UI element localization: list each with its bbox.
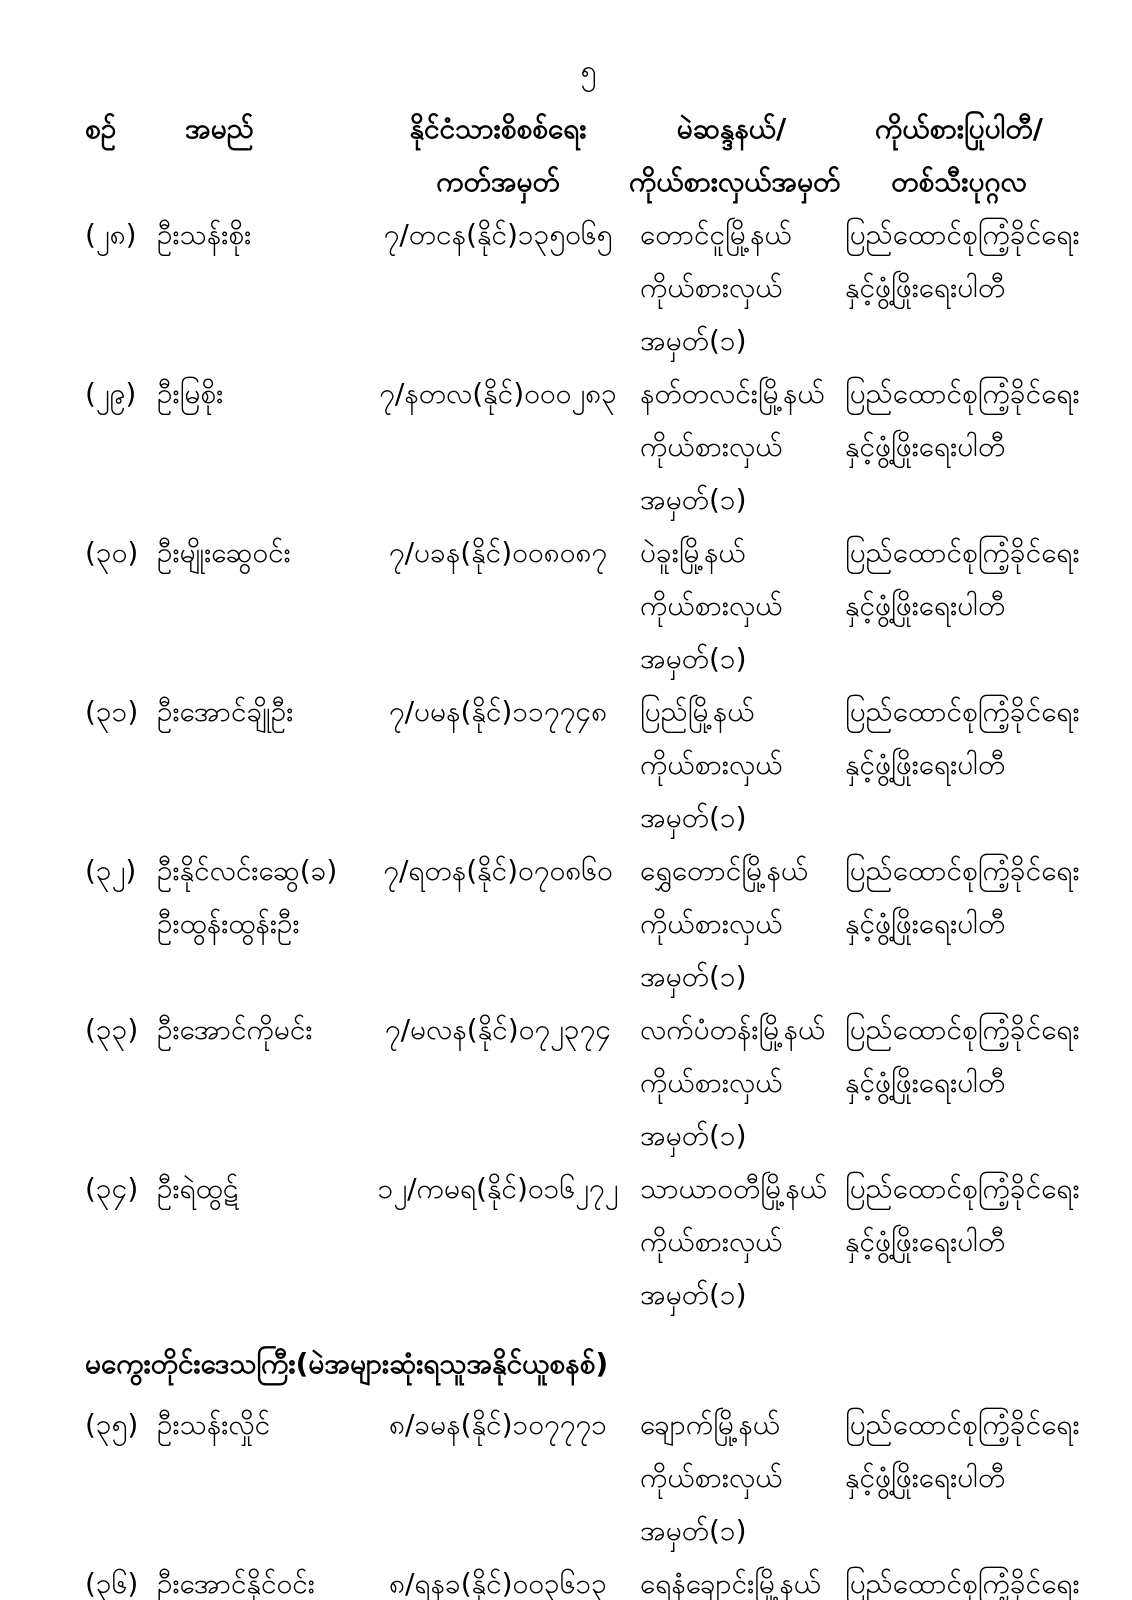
nrc-number-label: ၇/မလန(နိုင်)၀၇၂၃၇၄: [384, 1013, 612, 1046]
constituency-line: အမှတ်(၁): [640, 483, 747, 516]
row-serial: [85, 1162, 157, 1215]
row-serial: [85, 1003, 157, 1056]
party: [834, 526, 1084, 632]
candidate-name: [157, 1557, 367, 1600]
row-serial-label: (၃၀): [85, 536, 139, 569]
constituency-line: ရွှေတောင်မြို့နယ်: [640, 854, 809, 887]
constituency-line: အမှတ်(၁): [640, 1278, 747, 1311]
party: [834, 1557, 1084, 1600]
row-serial-label: (၃၅): [85, 1408, 139, 1441]
constituency: [629, 1003, 834, 1162]
candidate-name: [157, 1162, 367, 1215]
row-serial-label: (၃၁): [85, 695, 139, 728]
row-serial: [85, 685, 157, 738]
row-serial: [85, 1398, 157, 1451]
nrc-number-label: ၇/ပခန(နိုင်)၀၀၈၀၈၇: [388, 536, 608, 569]
page-number: ၅: [580, 54, 597, 87]
row-serial: [85, 526, 157, 579]
constituency-line: အမှတ်(၁): [640, 1119, 747, 1152]
column-header-party-line2: တစ်သီးပုဂ္ဂလ: [891, 165, 1027, 198]
party-line: နှင့်ဖွံ့ဖြိုးရေးပါတီ: [845, 1225, 1006, 1258]
nrc-number-label: ၁၂/ကမရ(နိုင်)၀၁၆၂၇၂: [377, 1172, 619, 1205]
table-row: [85, 844, 1092, 1003]
nrc-number: [367, 844, 629, 897]
constituency-line: ကိုယ်စားလှယ်: [640, 430, 783, 463]
candidate-name-line: ဦးအောင်ချိုဦး: [157, 695, 294, 728]
constituency-line: တောင်ငူမြို့နယ်: [640, 218, 792, 251]
constituency: [629, 844, 834, 1003]
column-header-party: [834, 102, 1084, 208]
party-line: ပြည်ထောင်စုကြံ့ခိုင်ရေး: [845, 218, 1080, 251]
constituency-line: ကိုယ်စားလှယ်: [640, 1461, 783, 1494]
section-header-magway-region: မကွေးတိုင်းဒေသကြီး(မဲအများဆုံးရသူအနိုင်ယူစနစ်): [85, 1347, 609, 1380]
party-line: နှင့်ဖွံ့ဖြိုးရေးပါတီ: [845, 430, 1006, 463]
constituency-line: လက်ပံတန်းမြို့နယ်: [640, 1013, 826, 1046]
nrc-number: [367, 526, 629, 579]
constituency-line: ကိုယ်စားလှယ်: [640, 1066, 783, 1099]
table-row: [85, 1003, 1092, 1162]
row-serial: [85, 844, 157, 897]
row-serial: [85, 208, 157, 261]
table-row: [85, 367, 1092, 526]
column-header-nrc-line2: ကတ်အမှတ်: [436, 165, 560, 198]
constituency-line: အမှတ်(၁): [640, 324, 747, 357]
constituency: [629, 1162, 834, 1321]
candidate-name: [157, 1003, 367, 1056]
constituency-line: ကိုယ်စားလှယ်: [640, 907, 783, 940]
table-row: [85, 1398, 1092, 1557]
nrc-number: [367, 367, 629, 420]
row-serial-label: (၂၈): [85, 218, 137, 251]
party-line: ပြည်ထောင်စုကြံ့ခိုင်ရေး: [845, 854, 1080, 887]
nrc-number-label: ၇/နတလ(နိုင်)၀၀၀၂၈၃: [379, 377, 617, 410]
column-header-party-line1: ကိုယ်စားပြုပါတီ/: [875, 112, 1043, 145]
column-header-serial-label: စဉ်: [85, 112, 117, 145]
candidate-name-line: ဦးအောင်နိုင်ဝင်း: [157, 1567, 315, 1600]
candidate-name: [157, 526, 367, 579]
nrc-number: [367, 1003, 629, 1056]
nrc-number-label: ၇/ရတန(နိုင်)၀၇၀၈၆၀: [383, 854, 613, 887]
party-line: ပြည်ထောင်စုကြံ့ခိုင်ရေး: [845, 377, 1080, 410]
constituency: [629, 1398, 834, 1557]
party-line: ပြည်ထောင်စုကြံ့ခိုင်ရေး: [845, 1172, 1080, 1205]
candidate-name-line: ဦးသန်းလှိုင်: [157, 1408, 271, 1441]
table-body-bago-region: [85, 208, 1092, 1321]
constituency-line: အမှတ်(၁): [640, 642, 747, 675]
nrc-number: [367, 685, 629, 738]
candidate-name-line: ဦးမြစိုး: [157, 377, 224, 410]
row-serial: [85, 367, 157, 420]
party-line: ပြည်ထောင်စုကြံ့ခိုင်ရေး: [845, 536, 1080, 569]
column-header-constituency-line2: ကိုယ်စားလှယ်အမှတ်: [629, 165, 841, 198]
constituency-line: နတ်တလင်းမြို့နယ်: [640, 377, 825, 410]
constituency: [629, 367, 834, 526]
table-row: [85, 685, 1092, 844]
column-header-nrc-line1: နိုင်ငံသားစိစစ်ရေး: [409, 112, 587, 145]
constituency-line: အမှတ်(၁): [640, 801, 747, 834]
party-line: ပြည်ထောင်စုကြံ့ခိုင်ရေး: [845, 1567, 1080, 1600]
party: [834, 685, 1084, 791]
constituency-line: အမှတ်(၁): [640, 960, 747, 993]
constituency-line: ပြည်မြို့နယ်: [640, 695, 755, 728]
constituency-line: ကိုယ်စားလှယ်: [640, 271, 783, 304]
candidate-name: [157, 844, 367, 950]
constituency-line: သာယာဝတီမြို့နယ်: [640, 1172, 827, 1205]
party-line: နှင့်ဖွံ့ဖြိုးရေးပါတီ: [845, 748, 1006, 781]
candidate-name-line: ဦးမျိုးဆွေဝင်း: [157, 536, 291, 569]
nrc-number: [367, 208, 629, 261]
table-row: [85, 526, 1092, 685]
nrc-number: [367, 1162, 629, 1215]
constituency: [629, 526, 834, 685]
constituency: [629, 685, 834, 844]
candidate-name-line: ဦးသန်းစိုး: [157, 218, 252, 251]
column-header-constituency: [629, 102, 841, 208]
nrc-number: [367, 1557, 629, 1600]
candidate-name: [157, 685, 367, 738]
constituency-line: ချောက်မြို့နယ်: [640, 1408, 780, 1441]
candidate-name-line: ဦးရဲထွဋ်: [157, 1172, 239, 1205]
party: [834, 1398, 1084, 1504]
column-header-constituency-line1: မဲဆန္ဒနယ်/: [676, 112, 787, 145]
party-line: ပြည်ထောင်စုကြံ့ခိုင်ရေး: [845, 1013, 1080, 1046]
column-header-name-label: အမည်: [185, 112, 254, 145]
constituency-line: ကိုယ်စားလှယ်: [640, 748, 783, 781]
constituency: [629, 208, 834, 367]
constituency: [629, 1557, 834, 1600]
row-serial-label: (၂၉): [85, 377, 137, 410]
nrc-number: [367, 1398, 629, 1451]
column-header-nrc: [367, 102, 629, 208]
party: [834, 367, 1084, 473]
row-serial-label: (၃၄): [85, 1172, 139, 1205]
party-line: နှင့်ဖွံ့ဖြိုးရေးပါတီ: [845, 1066, 1006, 1099]
party-line: ပြည်ထောင်စုကြံ့ခိုင်ရေး: [845, 1408, 1080, 1441]
constituency-line: ပဲခူးမြို့နယ်: [640, 536, 746, 569]
nrc-number-label: ၇/ပမန(နိုင်)၁၁၇၇၄၈: [388, 695, 608, 728]
table-body-magway-region: [85, 1398, 1092, 1600]
table-row: [85, 1162, 1092, 1321]
party: [834, 208, 1084, 314]
party-line: နှင့်ဖွံ့ဖြိုးရေးပါတီ: [845, 589, 1006, 622]
constituency-line: ရေနံချောင်းမြို့နယ်: [640, 1567, 821, 1600]
constituency-line: အမှတ်(၁): [640, 1514, 747, 1547]
nrc-number-label: ၈/ခမန(နိုင်)၁၀၇၇၇၁: [388, 1408, 607, 1441]
table-header: [85, 102, 1092, 208]
candidate-name-line: ဦးနိုင်လင်းဆွေ(ခ): [157, 854, 338, 887]
table-row: [85, 208, 1092, 367]
candidate-name: [157, 1398, 367, 1451]
row-serial: [85, 1557, 157, 1600]
nrc-number-label: ၇/တငန(နိုင်)၁၃၅၀၆၅: [383, 218, 613, 251]
party-line: နှင့်ဖွံ့ဖြိုးရေးပါတီ: [845, 1461, 1006, 1494]
candidate-name-line: ဦးထွန်းထွန်းဦး: [157, 907, 300, 940]
candidate-name: [157, 367, 367, 420]
party-line: ပြည်ထောင်စုကြံ့ခိုင်ရေး: [845, 695, 1080, 728]
column-header-serial: [85, 102, 157, 155]
row-serial-label: (၃၂): [85, 854, 137, 887]
party: [834, 1162, 1084, 1268]
party: [834, 844, 1084, 950]
table-row: [85, 1557, 1092, 1600]
party-line: နှင့်ဖွံ့ဖြိုးရေးပါတီ: [845, 907, 1006, 940]
nrc-number-label: ၈/ရနခ(နိုင်)၀၀၃၆၁၃: [388, 1567, 608, 1600]
row-serial-label: (၃၆): [85, 1567, 139, 1600]
candidate-name: [157, 208, 367, 261]
party: [834, 1003, 1084, 1109]
row-serial-label: (၃၃): [85, 1013, 139, 1046]
constituency-line: ကိုယ်စားလှယ်: [640, 589, 783, 622]
party-line: နှင့်ဖွံ့ဖြိုးရေးပါတီ: [845, 271, 1006, 304]
constituency-line: ကိုယ်စားလှယ်: [640, 1225, 783, 1258]
column-header-name: [157, 102, 367, 155]
candidate-name-line: ဦးအောင်ကိုမင်း: [157, 1013, 313, 1046]
